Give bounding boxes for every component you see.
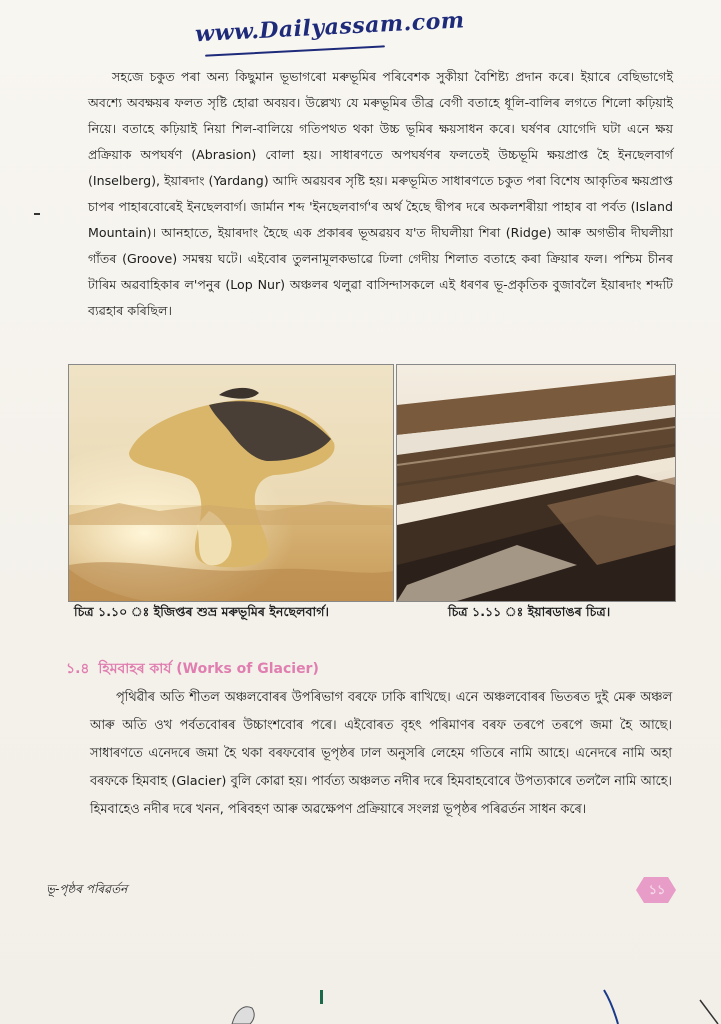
yardang-photo — [396, 364, 676, 602]
figure-row — [68, 364, 676, 600]
section-number: ১.৪ — [66, 661, 90, 677]
paragraph-desert-landforms: সহজে চকুত পৰা অন্য কিছুমান ভূভাগৰো মৰুভূমিৰ পৰিবেশক সুকীয়া বৈশিষ্ট্য প্ৰদান কৰে। ইয়াৰে বেছিভাগেই অবশ্যে অবক্ষয়ৰ ফলত সৃষ্টি হোৱা অবয়ব। উল্লেখ্য যে মৰুভূমিৰ তীব্ৰ বেগী বতাহে ধূলি-বালিৰ লগতে শিলো কঢ়িয়াই নিয়ে। বতাহে কঢ়িয়াই নিয়া শিল-বালিয়ে গতিপথত থকা উচ্চ ভূমিৰ ক্ষয়সাধন কৰে। ঘৰ্ষণৰ যোগেদি ঘটা এনে ক্ষয় প্ৰক্ৰিয়াক অপঘৰ্ষণ (Abrasion) বোলা হয়। সাধাৰণতে অপঘৰ্ষণৰ ফলতেই উচ্চভূমি ক্ষয়প্ৰাপ্ত হৈ ইনছেলবাৰ্গ (Inselberg), ইয়াৰদাং (Yardang) আদি অৱয়বৰ সৃষ্টি হয়। মৰুভূমিত সাধাৰণতে চকুত পৰা বিশেষ আকৃতিৰ ক্ষয়প্ৰাপ্ত চাপৰ পাহাৰবোৰেই ইনছেলবাৰ্গ। জাৰ্মান শব্দ 'ইনছেলবাৰ্গ'ৰ অৰ্থ হৈছে দ্বীপৰ দৰে অকলশৰীয়া পাহাৰ বা পৰ্বত (Island Mountain)। আনহাতে, ইয়াৰদাং হৈছে এক প্ৰকাৰৰ ভূঅৱয়ব য'ত দীঘলীয়া শিৰা (Ridge) আৰু অগভীৰ দীঘলীয়া গাঁতৰ (Groove) সমন্বয় ঘটে। এইবোৰ তুলনামূলকভাৱে ঢিলা গেদীয় শিলাত বতাহে কৰা ক্ৰিয়াৰ ফল। পশ্চিম চীনৰ টাৰিম অৱবাহিকাৰ ল'পনুৰ (Lop Nur) অঞ্চলৰ থলুৱা বাসিন্দাসকলে এই ধৰণৰ ভূ-প্ৰকৃতিক বুজাবলৈ ইয়াৰদাং শব্দটি ব্যৱহাৰ কৰিছিল। — [88, 69, 673, 318]
page-edge-marks — [0, 970, 721, 1024]
paragraph-glacier: পৃথিৱীৰ অতি শীতল অঞ্চলবোৰৰ উপৰিভাগ বৰফে ঢাকি ৰাখিছে। এনে অঞ্চলবোৰৰ ভিতৰত দুই মেৰু অঞ্চল আৰু অতি ওখ পৰ্বতবোৰৰ উচ্চাংশবোৰ পৰে। এইবোৰত বৃহৎ পৰিমাণৰ বৰফ তৰপে তৰপে জমা হৈ আছে। সাধাৰণতে এনেদৰে জমা হৈ থকা বৰফবোৰ ভূপৃষ্ঠৰ ঢাল অনুসৰি লেহেম গতিৰে নামি আহে। এনেদৰে নামি অহা বৰফকে হিমবাহ (Glacier) বুলি কোৱা হয়। পাৰ্বত্য অঞ্চলত নদীৰ দৰে হিমবাহবোৰে উপত্যকাৰে তললৈ নামি আহে। হিমবাহেও নদীৰ দৰে খনন, পৰিবহণ আৰু অৱক্ষেপণ প্ৰক্ৰিয়াৰে সংলগ্ন ভূপৃষ্ঠৰ পৰিৱৰ্তন সাধন কৰে। — [90, 690, 673, 817]
figure-1-10-caption: চিত্ৰ ১.১০ ঃ ইজিপ্তৰ শুভ্ৰ মৰুভূমিৰ ইনছেলবাৰ্গ। — [74, 604, 329, 619]
website-watermark: www.Dailyassam.com — [194, 7, 466, 48]
margin-mark — [34, 213, 40, 215]
page-number: ১১ — [648, 883, 666, 898]
chapter-footer: ভূ-পৃষ্ঠৰ পৰিৱৰ্তন — [46, 882, 128, 896]
inselberg-illustration — [69, 365, 393, 601]
figure-1-11-caption: চিত্ৰ ১.১১ ঃ ইয়াৰডাঙৰ চিত্ৰ। — [448, 604, 611, 619]
section-title: হিমবাহৰ কাৰ্য (Works of Glacier) — [98, 661, 319, 677]
watermark-underline — [205, 45, 385, 56]
yardang-illustration — [397, 365, 675, 601]
section-heading — [66, 657, 466, 681]
inselberg-photo — [68, 364, 394, 602]
